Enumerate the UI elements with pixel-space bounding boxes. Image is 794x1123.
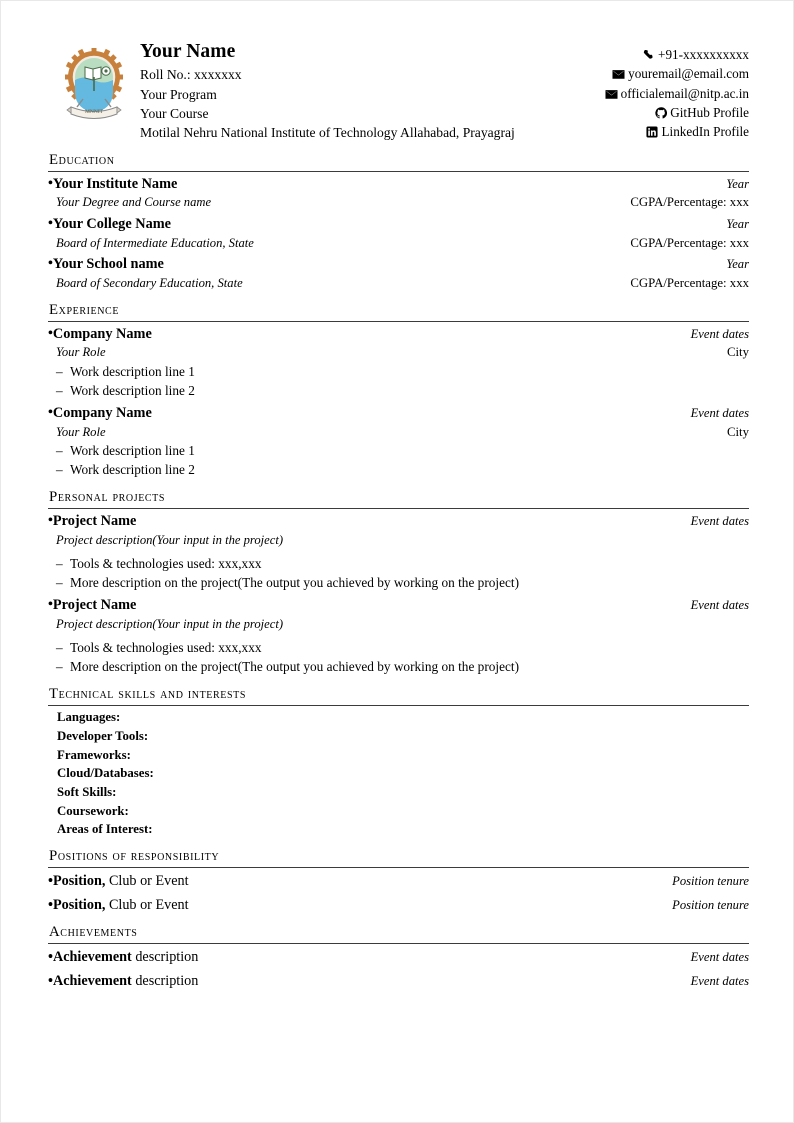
- experience-city: City: [726, 424, 749, 439]
- list-item-text: Work description line 2: [70, 382, 195, 398]
- experience-role: Your Role: [56, 345, 106, 360]
- project-bullets: [48, 639, 749, 677]
- position-tenure: Position tenure: [672, 897, 749, 912]
- education-institute-name: Your Institute Name: [52, 175, 178, 192]
- experience-city: City: [726, 345, 749, 360]
- project-name-text: Project Name: [52, 512, 137, 529]
- achievement-row: [48, 948, 749, 968]
- envelope-icon: [612, 69, 625, 80]
- section-rule: [48, 943, 749, 944]
- section-experience: [48, 302, 749, 480]
- education-entry: [48, 215, 749, 252]
- project-description: Project description(Your input in the project): [56, 532, 284, 547]
- list-item: [48, 442, 749, 461]
- education-degree: Board of Intermediate Education, State: [56, 235, 254, 250]
- skill-areas-of-interest: Areas of Interest:: [57, 822, 153, 837]
- education-year: Year: [726, 216, 749, 231]
- program: Your Program: [140, 86, 217, 102]
- education-year: Year: [726, 176, 749, 191]
- experience-entry: [48, 404, 749, 480]
- experience-company: [48, 325, 152, 345]
- project-dates: Event dates: [690, 513, 749, 528]
- dash-icon: –: [56, 382, 63, 398]
- list-item: [48, 382, 749, 401]
- achievement-title: Achievement: [52, 972, 132, 989]
- education-institute: [48, 255, 164, 275]
- skill-soft-skills: Soft Skills:: [57, 784, 117, 799]
- achievement-title: Achievement: [52, 949, 132, 966]
- experience-bullets: [48, 442, 749, 480]
- achievement-entry: [48, 948, 198, 968]
- section-rule: [48, 508, 749, 509]
- list-item: [48, 574, 749, 593]
- project-description: Project description(Your input in the project): [56, 616, 284, 631]
- linkedin-icon: [646, 126, 658, 138]
- education-institute: [48, 215, 171, 235]
- contact-github[interactable]: [559, 103, 749, 122]
- contact-email-official[interactable]: [559, 84, 749, 103]
- list-item-text: More description on the project(The output you achieved by working on the project): [70, 659, 520, 675]
- list-item: [48, 555, 749, 574]
- skill-frameworks: Frameworks:: [57, 747, 131, 762]
- achievement-description: description: [135, 972, 199, 989]
- achievement-dates: Event dates: [690, 973, 749, 988]
- list-item-text: Tools & technologies used: xxx,xxx: [70, 556, 262, 572]
- education-entry: [48, 255, 749, 292]
- contact-github-text: GitHub Profile: [670, 104, 749, 120]
- section-skills: [48, 686, 749, 839]
- bullet-icon: •: [48, 256, 53, 272]
- bullet-icon: •: [48, 872, 53, 889]
- section-rule: [48, 867, 749, 868]
- education-year: Year: [726, 257, 749, 272]
- section-projects: [48, 489, 749, 677]
- skill-developer-tools: Developer Tools:: [57, 728, 149, 743]
- list-item: [48, 658, 749, 677]
- education-degree: Board of Secondary Education, State: [56, 276, 243, 291]
- bullet-icon: •: [48, 215, 53, 231]
- section-title-achievements: Achievements: [49, 924, 138, 941]
- bullet-icon: •: [48, 325, 53, 341]
- contact-email-personal-text: youremail@email.com: [628, 66, 749, 82]
- bullet-icon: •: [48, 404, 53, 420]
- position-title: Position,: [52, 872, 106, 889]
- project-name: [48, 596, 136, 616]
- bullet-icon: •: [48, 896, 53, 913]
- section-rule: [48, 171, 749, 172]
- course: Your Course: [140, 105, 209, 121]
- experience-company-name: Company Name: [52, 325, 152, 342]
- contact-list: [559, 39, 749, 141]
- position-org: Club or Event: [108, 896, 189, 913]
- bullet-icon: •: [48, 512, 53, 528]
- dash-icon: –: [56, 462, 63, 478]
- contact-linkedin-text: LinkedIn Profile: [661, 124, 749, 140]
- dash-icon: –: [56, 364, 63, 380]
- envelope-icon: [605, 89, 618, 100]
- phone-icon: [643, 49, 655, 61]
- position-org: Club or Event: [108, 872, 189, 889]
- dash-icon: –: [56, 443, 63, 459]
- bullet-icon: •: [48, 597, 53, 613]
- section-rule: [48, 705, 749, 706]
- bullet-icon: •: [48, 949, 53, 966]
- logo-container: [48, 39, 140, 121]
- contact-email-official-text: officialemail@nitp.ac.in: [620, 85, 749, 101]
- identity-block: [140, 39, 559, 143]
- section-title-projects: Personal projects: [49, 488, 166, 505]
- bullet-icon: •: [48, 972, 53, 989]
- list-item-text: More description on the project(The output you achieved by working on the project): [70, 575, 520, 591]
- section-education: [48, 152, 749, 293]
- achievement-description: description: [135, 949, 199, 966]
- bullet-icon: •: [48, 175, 53, 191]
- contact-phone-text: +91-xxxxxxxxxx: [658, 47, 749, 62]
- experience-company: [48, 404, 152, 424]
- contact-linkedin[interactable]: [559, 122, 749, 141]
- project-entry: [48, 512, 749, 593]
- position-entry: [48, 896, 189, 916]
- skill-coursework: Coursework:: [57, 803, 129, 818]
- dash-icon: –: [56, 640, 63, 656]
- skill-cloud-databases: Cloud/Databases:: [57, 766, 154, 781]
- dash-icon: –: [56, 575, 63, 591]
- experience-company-name: Company Name: [52, 404, 152, 421]
- list-item: [48, 639, 749, 658]
- achievement-row: [48, 972, 749, 992]
- list-item-text: Work description line 1: [70, 443, 195, 459]
- project-dates: Event dates: [690, 598, 749, 613]
- experience-bullets: [48, 363, 749, 401]
- project-entry: [48, 596, 749, 677]
- github-icon: [655, 107, 667, 119]
- list-item: [48, 363, 749, 382]
- education-degree: Your Degree and Course name: [56, 195, 212, 210]
- education-cgpa: CGPA/Percentage: xxx: [630, 195, 749, 210]
- list-item: [48, 461, 749, 480]
- resume-content: [48, 39, 749, 991]
- section-title-education: Education: [49, 151, 115, 168]
- section-positions: [48, 848, 749, 915]
- experience-role: Your Role: [56, 424, 106, 439]
- section-title-experience: Experience: [49, 301, 120, 318]
- achievement-entry: [48, 972, 198, 992]
- position-row: [48, 872, 749, 892]
- resume-header: [48, 39, 749, 143]
- list-item-text: Work description line 1: [70, 364, 195, 380]
- list-item-text: Tools & technologies used: xxx,xxx: [70, 640, 262, 656]
- list-item-text: Work description line 2: [70, 462, 195, 478]
- position-title: Position,: [52, 896, 106, 913]
- education-institute-name: Your College Name: [52, 215, 171, 232]
- position-tenure: Position tenure: [672, 873, 749, 888]
- project-name: [48, 512, 136, 532]
- project-bullets: [48, 555, 749, 593]
- section-title-positions: Positions of responsibility: [49, 847, 220, 864]
- section-title-skills: Technical skills and interests: [49, 686, 247, 703]
- svg-text:MNNIT: MNNIT: [84, 109, 104, 115]
- education-cgpa: CGPA/Percentage: xxx: [630, 235, 749, 250]
- page-title: Your Name: [140, 41, 236, 62]
- experience-dates: Event dates: [690, 326, 749, 341]
- experience-dates: Event dates: [690, 405, 749, 420]
- section-achievements: [48, 924, 749, 991]
- dash-icon: –: [56, 659, 63, 675]
- section-rule: [48, 321, 749, 322]
- institute-name: Motilal Nehru National Institute of Technology Allahabad, Prayagraj: [140, 125, 515, 141]
- project-name-text: Project Name: [52, 597, 137, 614]
- position-row: [48, 896, 749, 916]
- experience-entry: [48, 325, 749, 401]
- institute-emblem-icon: [63, 47, 125, 121]
- contact-email-personal[interactable]: [559, 64, 749, 83]
- education-institute: [48, 175, 177, 195]
- education-institute-name: Your School name: [52, 256, 164, 273]
- education-entry: [48, 175, 749, 212]
- contact-phone[interactable]: [559, 45, 749, 64]
- position-entry: [48, 872, 189, 892]
- education-cgpa: CGPA/Percentage: xxx: [630, 276, 749, 291]
- achievement-dates: Event dates: [690, 950, 749, 965]
- roll-number: Roll No.: xxxxxxx: [140, 67, 242, 83]
- skill-languages: Languages:: [57, 710, 121, 725]
- dash-icon: –: [56, 556, 63, 572]
